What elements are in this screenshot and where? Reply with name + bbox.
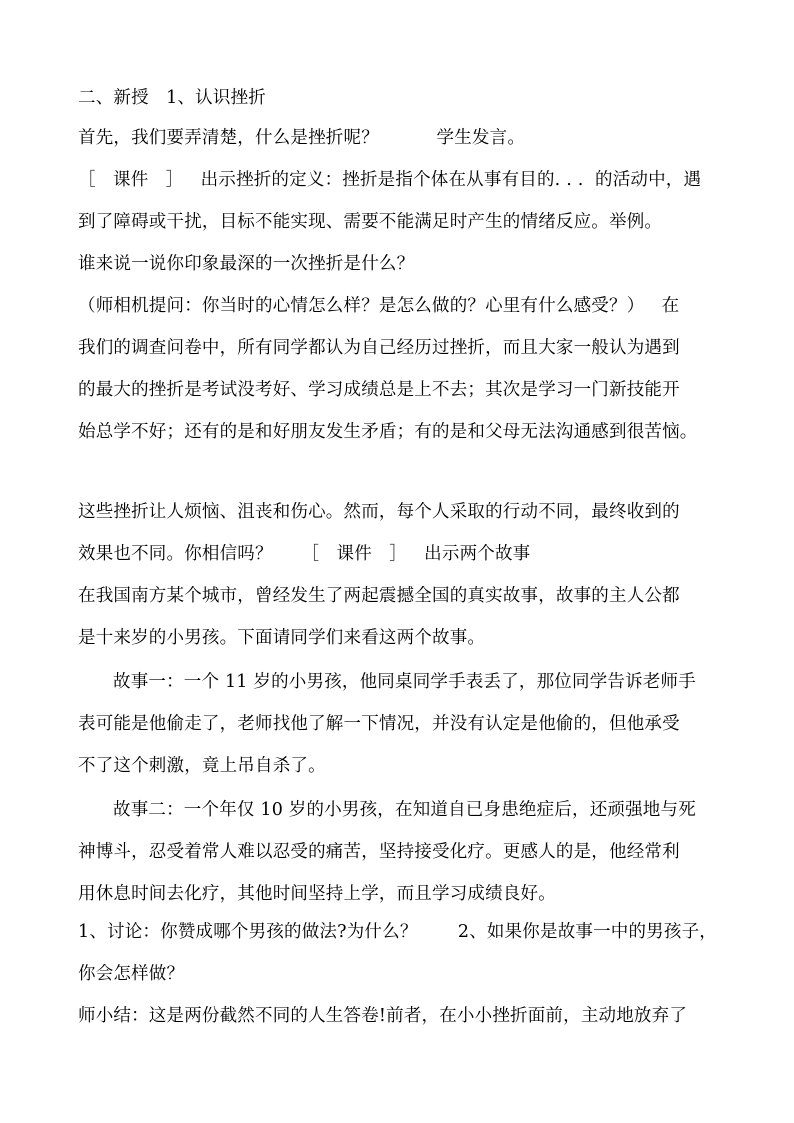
text-line: （师相机提问：你当时的心情怎么样？是怎么做的？心里有什么感受？） 在 bbox=[78, 296, 680, 316]
discussion-line: 1、讨论：你赞成哪个男孩的做法?为什么？ 2、如果你是故事一中的男孩子， bbox=[78, 922, 717, 942]
discussion-line: 你会怎样做？ bbox=[78, 964, 185, 984]
text-line: 这些挫折让人烦恼、沮丧和伤心。然而，每个人采取的行动不同，最终收到的 bbox=[78, 502, 680, 522]
section-heading: 二、新授 1、认识挫折 bbox=[78, 88, 266, 108]
story-two-line: 神博斗，忍受着常人难以忍受的痛苦，坚持接受化疗。更感人的是，他经常利 bbox=[78, 842, 680, 862]
story-one-line: 表可能是他偷走了，老师找他了解一下情况，并没有认定是他偷的，但他承受 bbox=[78, 714, 680, 734]
text-line: 在我国南方某个城市，曾经发生了两起震撼全国的真实故事，故事的主人公都 bbox=[78, 586, 680, 606]
text-line: 首先，我们要弄清楚，什么是挫折呢？ 学生发言。 bbox=[78, 128, 526, 148]
text-line: 我们的调查问卷中，所有同学都认为自己经历过挫折，而且大家一般认为遇到 bbox=[78, 338, 680, 358]
story-one-line: 不了这个刺激，竟上吊自杀了。 bbox=[78, 756, 326, 776]
text-line: 是十来岁的小男孩。下面请同学们来看这两个故事。 bbox=[78, 628, 486, 648]
text-line: 始总学不好；还有的是和好朋友发生矛盾；有的是和父母无法沟通感到很苦恼。 bbox=[78, 422, 698, 442]
text-line: 效果也不同。你相信吗？ ［ 课件 ］ 出示两个故事 bbox=[78, 544, 531, 564]
text-line: 谁来说一说你印象最深的一次挫折是什么？ bbox=[78, 254, 415, 274]
summary-line: 师小结：这是两份截然不同的人生答卷!前者，在小小挫折面前，主动地放弃了 bbox=[78, 1006, 688, 1026]
story-two-line: 用休息时间去化疗，其他时间坚持上学，而且学习成绩良好。 bbox=[78, 884, 556, 904]
text-line: 的最大的挫折是考试没考好、学习成绩总是上不去；其次是学习一门新技能开 bbox=[78, 380, 680, 400]
story-one-line: 故事一：一个 11 岁的小男孩，他同桌同学手表丢了，那位同学告诉老师手 bbox=[113, 672, 696, 692]
text-line: ［ 课件 ］ 出示挫折的定义：挫折是指个体在从事有目的. . . 的活动中，遇 bbox=[78, 170, 702, 190]
text-line: 到了障碍或干扰，目标不能实现、需要不能满足时产生的情绪反应。举例。 bbox=[78, 212, 663, 232]
story-two-line: 故事二：一个年仅 10 岁的小男孩，在知道自已身患绝症后，还顽强地与死 bbox=[113, 800, 696, 820]
